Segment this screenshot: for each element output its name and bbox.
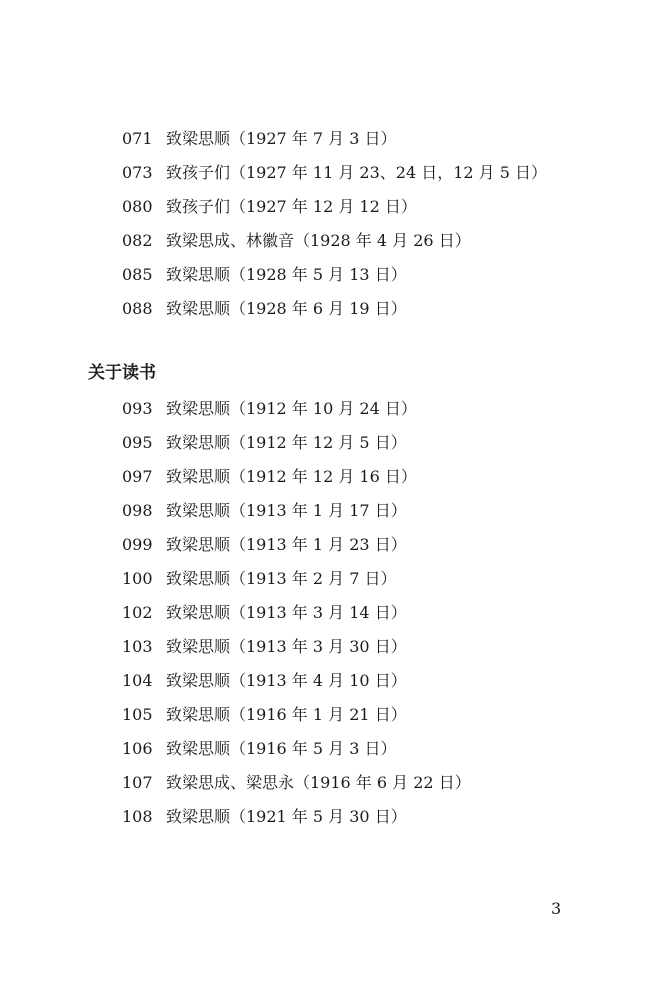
toc-entry[interactable] (122, 430, 407, 456)
section-heading: 关于读书 (88, 363, 156, 383)
toc-entry-title: 致梁思顺（1916 年 5 月 3 日） (166, 739, 397, 758)
toc-entry-page-number: 085 (122, 265, 153, 284)
toc-entry-page-number: 105 (122, 705, 153, 724)
toc-entry-page-number: 099 (122, 535, 153, 554)
toc-entry-page-number: 107 (122, 773, 153, 792)
toc-entry-page-number: 108 (122, 807, 153, 826)
toc-entry[interactable] (122, 770, 471, 796)
toc-entry-title: 致梁思成、林徽音（1928 年 4 月 26 日） (166, 231, 471, 250)
toc-entry[interactable] (122, 126, 397, 152)
toc-entry-title: 致孩子们（1927 年 12 月 12 日） (166, 197, 417, 216)
toc-entry-page-number: 082 (122, 231, 153, 250)
toc-entry[interactable] (122, 228, 471, 254)
toc-entry[interactable] (122, 396, 417, 422)
toc-entry-title: 致梁思顺（1928 年 5 月 13 日） (166, 265, 407, 284)
toc-entry-title: 致梁思顺（1912 年 12 月 5 日） (166, 433, 407, 452)
toc-entry[interactable] (122, 464, 417, 490)
toc-entry-page-number: 088 (122, 299, 153, 318)
toc-entry-page-number: 100 (122, 569, 153, 588)
toc-entry-page-number: 098 (122, 501, 153, 520)
toc-entry-title: 致梁思顺（1913 年 3 月 30 日） (166, 637, 407, 656)
toc-entry[interactable] (122, 160, 547, 186)
toc-entry-title: 致梁思顺（1928 年 6 月 19 日） (166, 299, 407, 318)
toc-entry-page-number: 080 (122, 197, 153, 216)
toc-entry[interactable] (122, 668, 407, 694)
toc-entry-title: 致梁思顺（1913 年 3 月 14 日） (166, 603, 407, 622)
toc-entry-title: 致梁思顺（1913 年 1 月 17 日） (166, 501, 407, 520)
page-number: 3 (551, 899, 562, 918)
toc-entry-title: 致梁思顺（1913 年 1 月 23 日） (166, 535, 407, 554)
toc-entry-title: 致梁思顺（1921 年 5 月 30 日） (166, 807, 407, 826)
toc-entry[interactable] (122, 532, 407, 558)
toc-entry-title: 致梁思顺（1912 年 10 月 24 日） (166, 399, 417, 418)
toc-entry[interactable] (122, 600, 407, 626)
toc-entry-title: 致梁思顺（1913 年 2 月 7 日） (166, 569, 397, 588)
toc-entry[interactable] (122, 262, 407, 288)
toc-entry-title: 致梁思顺（1927 年 7 月 3 日） (166, 129, 397, 148)
toc-entry-title: 致梁思成、梁思永（1916 年 6 月 22 日） (166, 773, 471, 792)
toc-entry-page-number: 102 (122, 603, 153, 622)
toc-entry[interactable] (122, 702, 407, 728)
toc-entry[interactable] (122, 634, 407, 660)
toc-entry-page-number: 104 (122, 671, 153, 690)
toc-entry-page-number: 093 (122, 399, 153, 418)
toc-entry-page-number: 106 (122, 739, 153, 758)
toc-entry[interactable] (122, 736, 397, 762)
toc-entry-page-number: 097 (122, 467, 153, 486)
toc-entry-title: 致梁思顺（1912 年 12 月 16 日） (166, 467, 417, 486)
toc-entry[interactable] (122, 194, 417, 220)
toc-entry-page-number: 095 (122, 433, 153, 452)
toc-entry[interactable] (122, 804, 407, 830)
toc-entry-title: 致孩子们（1927 年 11 月 23、24 日，12 月 5 日） (166, 163, 548, 182)
toc-entry-page-number: 071 (122, 129, 153, 148)
toc-entry-page-number: 103 (122, 637, 153, 656)
toc-entry-page-number: 073 (122, 163, 153, 182)
toc-entry-title: 致梁思顺（1916 年 1 月 21 日） (166, 705, 407, 724)
toc-entry[interactable] (122, 498, 407, 524)
toc-entry-title: 致梁思顺（1913 年 4 月 10 日） (166, 671, 407, 690)
toc-entry[interactable] (122, 566, 397, 592)
toc-entry[interactable] (122, 296, 407, 322)
